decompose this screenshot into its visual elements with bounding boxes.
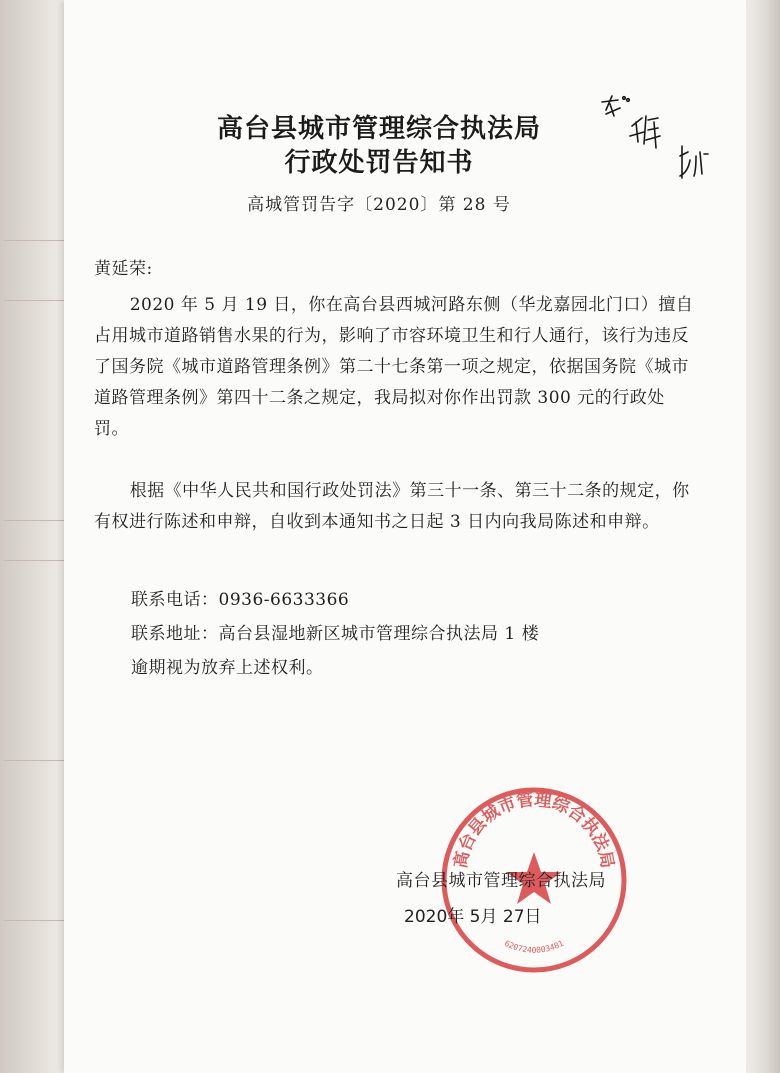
underlying-line [4,920,64,921]
document-number: 高城管罚告字〔2020〕第 28 号 [247,195,511,215]
signature-date: 2020年 5月 27日 [404,907,542,927]
seal-text: 高台县城市管理综合执法局 [450,790,618,870]
paragraph-rights: 根据《中华人民共和国行政处罚法》第三十一条、第三十二条的规定，你有权进行陈述和申辩，自收到本通知书之日起 3 日内向我局陈述和申辩。 [94,481,690,532]
document-sheet [64,0,746,1073]
page-edge [740,0,780,1073]
underlying-line [4,240,64,241]
underlying-line [4,300,64,301]
seal-serial: 6207240003481 [502,938,566,955]
contact-address: 联系地址：高台县湿地新区城市管理综合执法局 1 楼 [131,624,540,644]
paragraph-violation: 2020 年 5 月 19 日，你在高台县西城河路东侧（华龙嘉园北门口）擅自占用城市道路销售水果的行为，影响了市容环境卫生和行人通行，该行为违反了国务院《城市道路管理条例》第二十七条第一项之规定，依据国务院《城市道路管理条例》第四十二条之规定，我局拟对你作出罚款 300 元的行政处罚。 [94,295,694,439]
underlying-line [4,520,64,521]
document-title: 高台县城市管理综合执法局 [216,114,541,144]
document-subtitle: 行政处罚告知书 [284,148,474,178]
salutation: 黄延荣: [94,259,153,279]
contact-phone: 联系电话：0936-6633366 [131,590,350,610]
underlying-line [4,560,64,561]
signer: 高台县城市管理综合执法局 [396,871,606,891]
notice-text: 逾期视为放弃上述权利。 [131,658,324,678]
underlying-line [4,760,64,761]
